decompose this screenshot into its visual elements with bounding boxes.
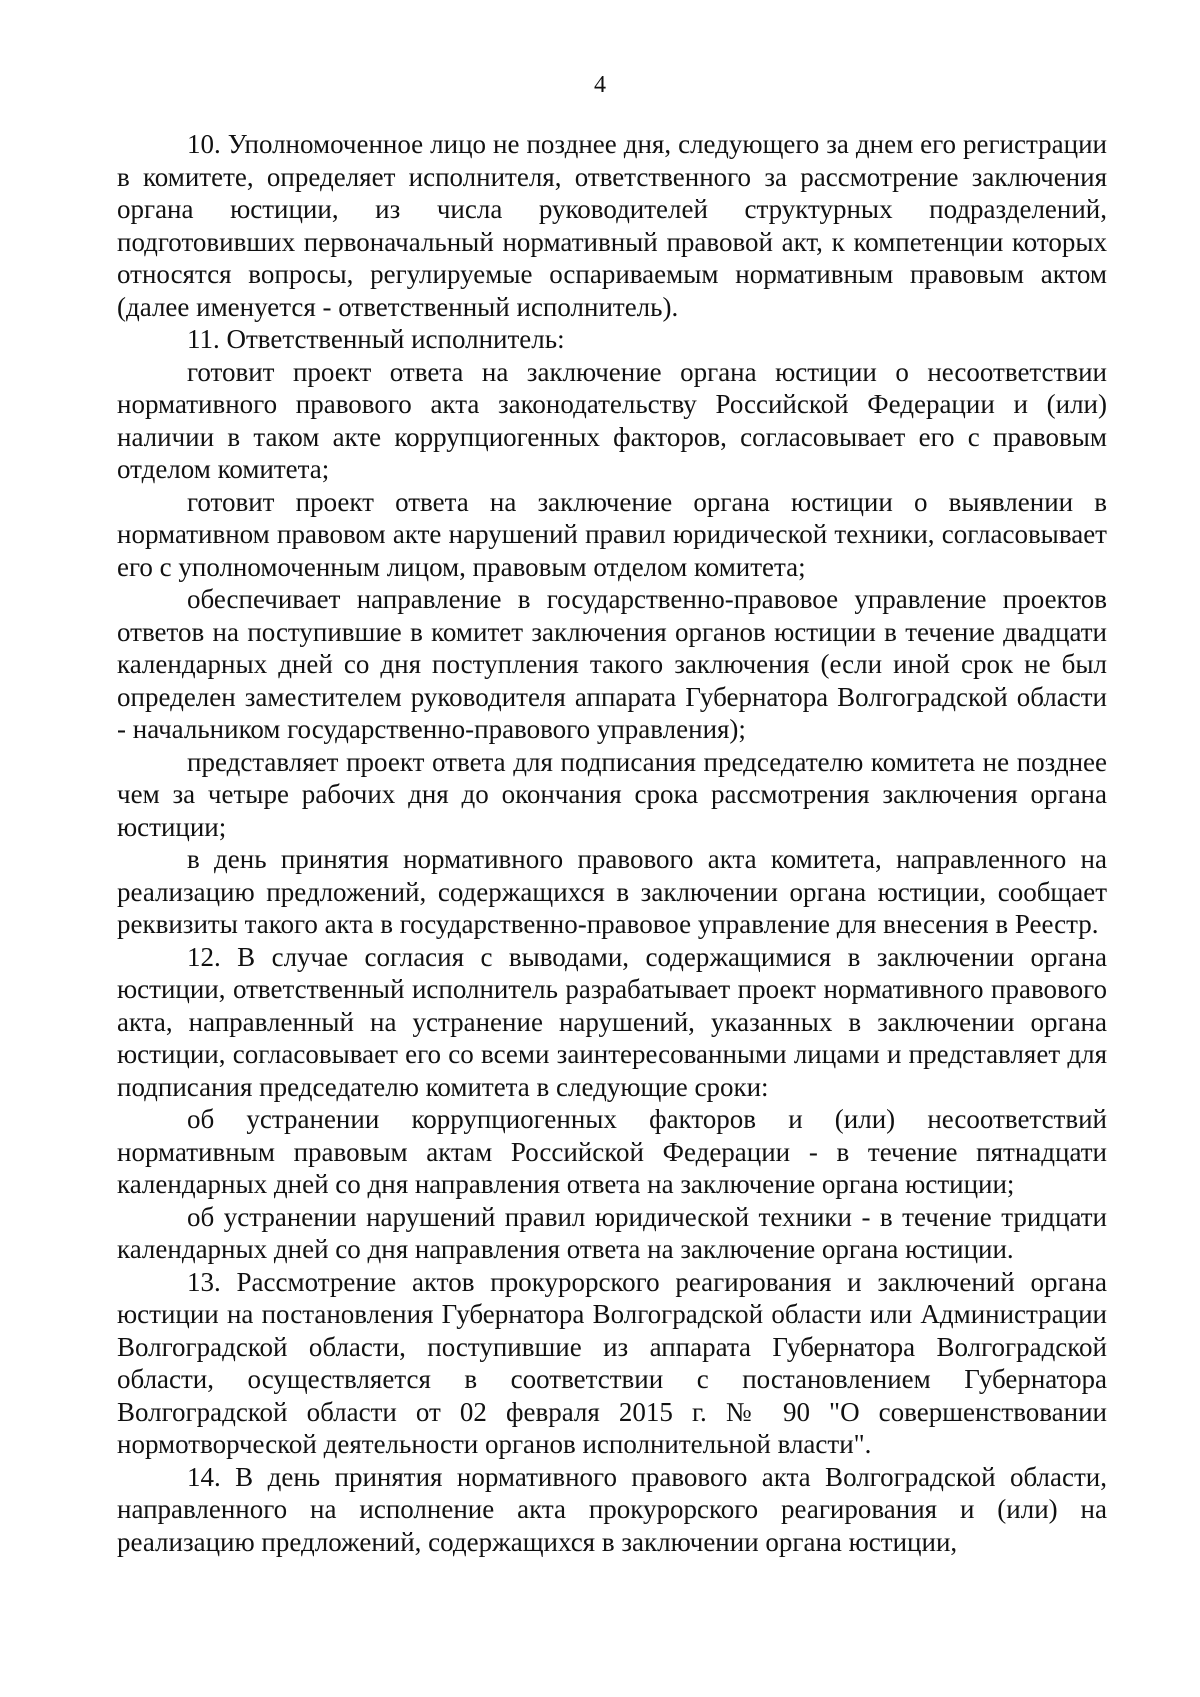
paragraph-10: 10. Уполномоченное лицо не позднее дня, следующего за днем его регистрации в комитете, определяет исполнителя, ответственного за рассмотрение заключения органа юстиции, из числа руководителей структурных подразделений, подготовивших первоначальный нормативный правовой акт, к компетенции которых относятся вопросы, регулируемые оспариваемым нормативным правовым актом (далее именуется - ответственный исполнитель).: [117, 129, 1107, 322]
page-number: 4: [594, 72, 606, 98]
paragraph-12-item-2: об устранении нарушений правил юридической техники - в течение тридцати календарных дней со дня направления ответа на заключение органа юстиции.: [117, 1201, 1107, 1264]
paragraph-11-item-4: представляет проект ответа для подписания председателю комитета не позднее чем за четыре рабочих дня до окончания срока рассмотрения заключения органа юстиции;: [117, 746, 1107, 842]
paragraph-13: 13. Рассмотрение актов прокурорского реагирования и заключений органа юстиции на постановления Губернатора Волгоградской области или Администрации Волгоградской области, поступившие из аппарата Губернатора Волгоградской области, осуществляется в соответствии с постановлением Губернатора Волгоградской области от 02 февраля 2015 г. № 90 "О совершенствовании нормотворческой деятельности органов исполнительной власти".: [117, 1266, 1107, 1459]
paragraph-11-item-2: готовит проект ответа на заключение органа юстиции о выявлении в нормативном правовом акте нарушений правил юридической техники, согласовывает его с уполномоченным лицом, правовым отделом комитета;: [117, 486, 1107, 582]
paragraph-12: 12. В случае согласия с выводами, содержащимися в заключении органа юстиции, ответственный исполнитель разрабатывает проект нормативного правового акта, направленный на устранение нарушений, указанных в заключении органа юстиции, согласовывает его со всеми заинтересованными лицами и представляет для подписания председателю комитета в следующие сроки:: [117, 941, 1107, 1102]
paragraph-11-item-1: готовит проект ответа на заключение органа юстиции о несоответствии нормативного правового акта законодательству Российской Федерации и (или) наличии в таком акте коррупциогенных факторов, согласовывает его с правовым отделом комитета;: [117, 356, 1107, 484]
document-body: [117, 128, 1107, 1558]
paragraph-11-item-3: обеспечивает направление в государственно-правовое управление проектов ответов на поступившие в комитет заключения органов юстиции в течение двадцати календарных дней со дня поступления такого заключения (если иной срок не был определен заместителем руководителя аппарата Губернатора Волгоградской области - начальником государственно-правового управления);: [117, 584, 1107, 744]
paragraph-14: 14. В день принятия нормативного правового акта Волгоградской области, направленного на исполнение акта прокурорского реагирования и (или) на реализацию предложений, содержащихся в заключении органа юстиции,: [117, 1461, 1107, 1557]
paragraph-12-item-1: об устранении коррупциогенных факторов и (или) несоответствий нормативным правовым актам Российской Федерации - в течение пятнадцати календарных дней со дня направления ответа на заключение органа юстиции;: [117, 1104, 1107, 1199]
paragraph-11: 11. Ответственный исполнитель:: [187, 324, 565, 354]
paragraph-11-item-5: в день принятия нормативного правового акта комитета, направленного на реализацию предложений, содержащихся в заключении органа юстиции, сообщает реквизиты такого акта в государственно-правовое управление для внесения в Реестр.: [117, 844, 1107, 939]
